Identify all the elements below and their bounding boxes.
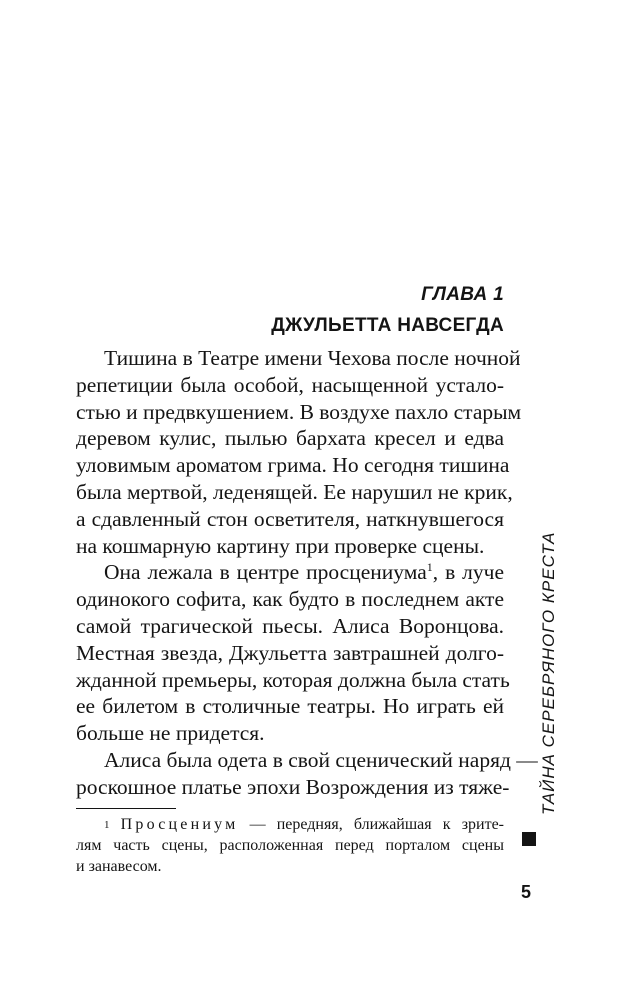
footnote-term: Просцениум (120, 816, 239, 833)
text-line: репетиции была особой, насыщенной устало- (76, 372, 504, 397)
footnote-mark: 1 (104, 819, 110, 831)
footnote-divider (76, 808, 176, 809)
footnote (76, 814, 504, 877)
footnote-line: и занавесом. (76, 858, 162, 875)
footnote-text: — передняя, ближайшая к зрите- (238, 816, 505, 833)
text-line: была мертвой, леденящей. Ее нарушил не крик, (76, 479, 513, 504)
text-line: Алиса была одета в свой сценический наряд — (104, 747, 538, 772)
text-line-with-footnote-ref (76, 559, 504, 586)
text-line: самой трагической пьесы. Алиса Воронцова. (76, 613, 504, 638)
chapter-label: ГЛАВА 1 (421, 284, 504, 305)
text-line: больше не придется. (76, 721, 265, 746)
text-line: роскошное платье эпохи Возрождения из тяже- (76, 774, 510, 799)
text-line: Тишина в Театре имени Чехова после ночной (104, 346, 521, 370)
text-line: уловимым ароматом грима. Но сегодня тишина (76, 453, 510, 478)
text-line: а сдавленный стон осветителя, наткнувшегося (76, 506, 504, 531)
text-line: на кошмарную картину при проверке сцены. (76, 533, 485, 558)
text-line: стью и предвкушением. В воздухе пахло старым (76, 399, 522, 424)
text-line: жданной премьеры, которая должна была стать (76, 667, 510, 692)
page-number: 5 (521, 882, 532, 902)
text-line: Местная звезда, Джульетта завтрашней долго- (76, 640, 504, 665)
text-line: ее билетом в столичные театры. Но играть ей (76, 694, 504, 719)
section-marker-square (522, 832, 536, 846)
text-line: деревом кулис, пылью бархата кресел и едва (76, 426, 504, 451)
text-line: одинокого софита, как будто в последнем акте (76, 587, 504, 612)
footnote-line: лям часть сцены, расположенная перед порталом сцены (76, 837, 504, 854)
running-title: ТАЙНА СЕРЕБРЯНОГО КРЕСТА (539, 531, 558, 815)
body-text (76, 345, 538, 801)
text-fragment: Она лежала в центре просцениума (104, 560, 427, 585)
text-fragment: , в луче (432, 560, 504, 585)
chapter-title: ДЖУЛЬЕТТА НАВСЕГДА (271, 315, 504, 336)
footnote-line (76, 814, 504, 835)
footnote-reference: 1 (426, 560, 433, 575)
